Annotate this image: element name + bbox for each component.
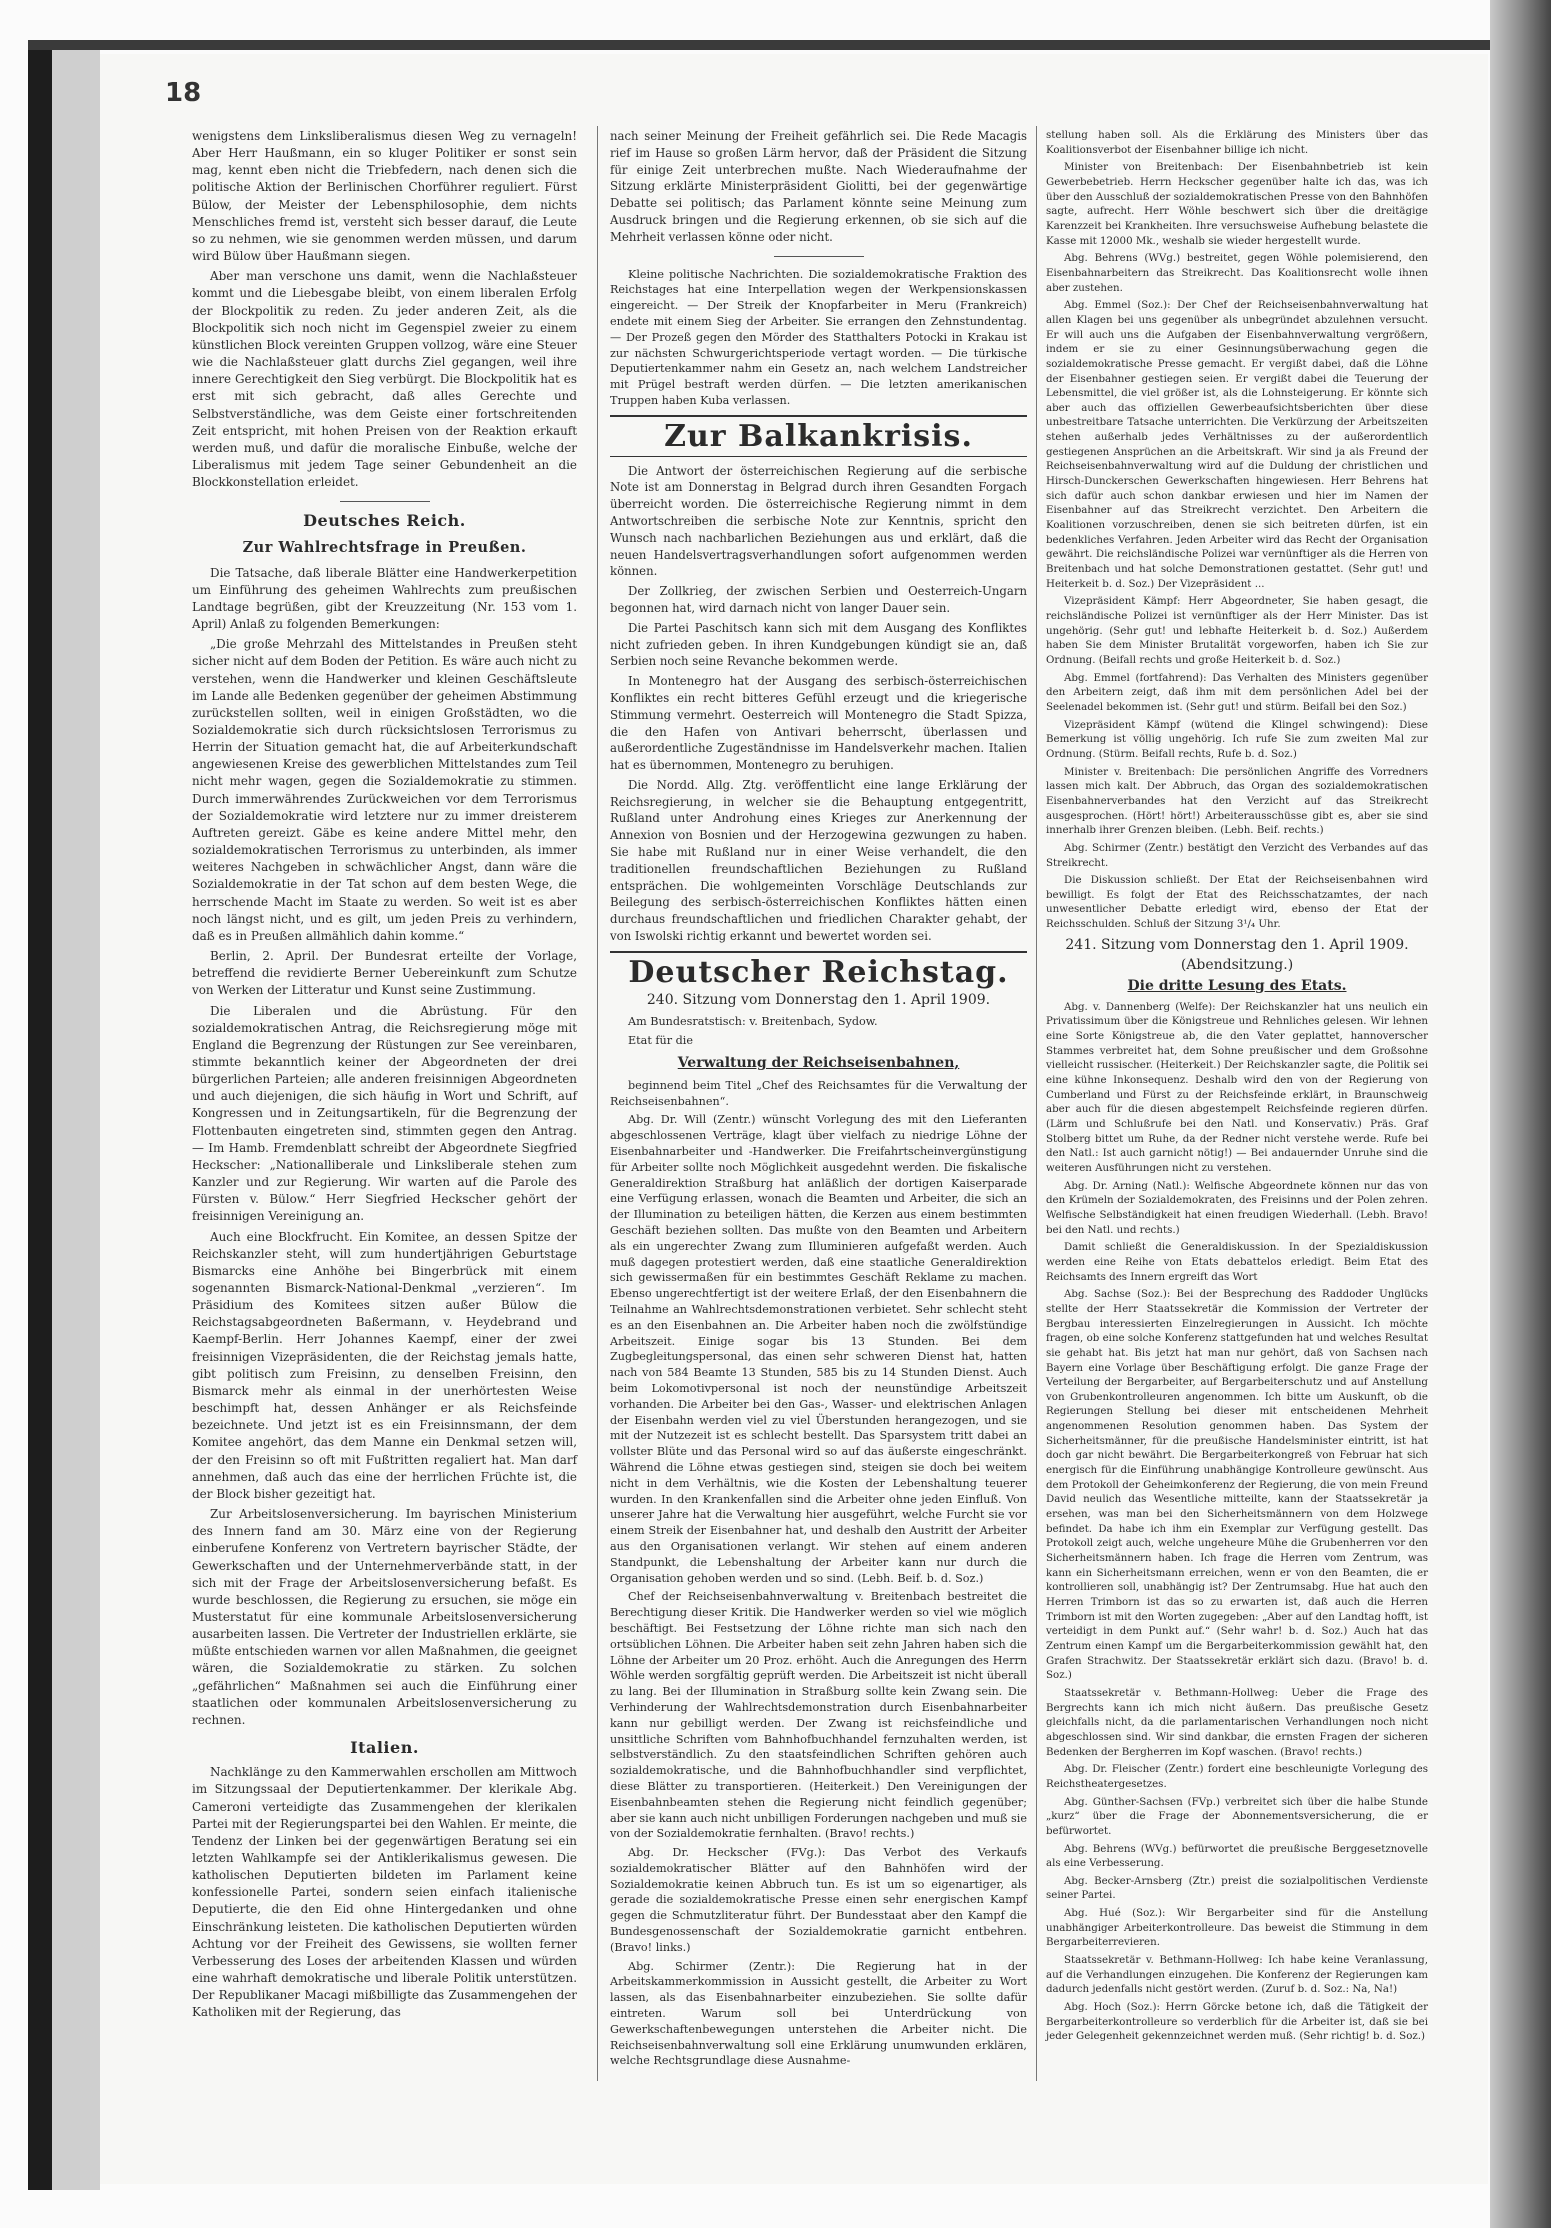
scan-margin-left (52, 40, 100, 2190)
paragraph: Nachklänge zu den Kammerwahlen erschollen am Mittwoch im Sitzungssaal der Deputiertenkammer. Der klerikale Abg. Cameroni verteidigte das Zusammengehen der klerikalen Partei mit der Regierungspartei bei den Wahlen. Er meinte, die Tendenz der Linken bei der gegenwärtigen Beratung sei ein letzten Wahlkampfe sei der Antiklerikalismus gewesen. Die katholischen Deputierten bildeten im Parlament keine konfessionelle Partei, sondern seien einfach italienische Deputierte, die den Eid ohne Hintergedanken und ohne Einschränkung leisteten. Die katholischen Deputierten würden Achtung vor der Freiheit des Gewissens, sie wollten ferner Verbesserung des Loses der arbeitenden Klassen und würden eine wahrhaft demokratische und liberale Politik unterstützen. Der Republikaner Macagi mißbilligte das Zusammengehen der Katholiken mit der Regierung, das (192, 1765, 577, 2020)
section-heading-balkankrisis: Zur Balkankrisis. (664, 418, 973, 454)
divider (340, 501, 430, 502)
session-subline: (Abendsitzung.) (1180, 957, 1294, 974)
paragraph: Die Nordd. Allg. Ztg. veröffentlicht eine lange Erklärung der Reichsregierung, in welcher sie die Behauptung entgegentritt, Rußland unter Androhung eines Krieges zur Anerkennung der Annexion von Bosnien und der Herzogewina gezwungen zu haben. Sie habe mit Rußland nur in einer Weise verhandelt, die den traditionellen freundschaftlichen Beziehungen zu Rußland entsprächen. Die wohlgemeinten Vorschläge Deutschlands zur Beilegung des serbisch-österreichischen Konfliktes hätten einen durchaus freundschaftlichen und friedlichen Charakter gehabt, der von Iswolski richtig erkannt und bewertet worden sei. (610, 777, 1027, 944)
column-rule-1 (597, 126, 598, 2081)
paragraph: Die Liberalen und die Abrüstung. Für den sozialdemokratischen Antrag, die Reichsregierung möge mit England die Begrenzung der Rüstungen zur See vereinbaren, stimmte bekanntlich keiner der Abgeordneten der drei bürgerlichen Parteien; alle anderen freisinnigen Abgeordneten und auch diejenigen, die sich häufig in Wort und Schrift, auf Kongressen und in Zeitungsartikeln, für die Begrenzung der Flottenbauten eingetreten sind, stimmten gegen den Antrag. — Im Hamb. Fremdenblatt schreibt der Abgeordnete Siegfried Heckscher: „Nationalliberale und Linksliberale stehen zum Kanzler und zur Regierung. Wir warten auf die Parole des Fürsten v. Bülow.“ Herr Siegfried Heckscher gehört der freisinnigen Vereinigung an. (192, 1003, 577, 1224)
divider (610, 456, 1027, 457)
paragraph: Abg. Sachse (Soz.): Bei der Besprechung des Raddoder Unglücks stellte der Herr Staatssekretär die Kommission der Vertreter der Bergbau interessierten Einzelregierungen in Aussicht. Ich möchte fragen, ob eine solche Konferenz stattgefunden hat und welches Resultat sie gehabt hat. Bis jetzt hat man nur gehört, daß von Sachsen nach Bayern eine Vorlage über Beschäftigung erfolgt. Die ganze Frage der Verteilung der Bergarbeiter, auf Bergarbeiterschutz und auf Anstellung von Grubenkontrolleuren angenommen. Ich bitte um Auskunft, ob die Regierungen Stellung bei dieser mit entscheidenen Mehrheit angenommenen Resolution genommen haben. Das System der Sicherheitsmänner, für die preußische Handelsminister eintritt, ist hat doch gar nicht bewährt. Die Bergarbeiterkongreß von Februar hat sich energisch für die Einführung unabhängige Kontrolleure gewünscht. Aus dem Protokoll der Geheimkonferenz der Regierung, die von mein Freund David neulich das Wesentliche mitteilte, kann der Staatssekretär ja ersehen, was man bei den Sicherheitsmännern von dem Holzwege befindet. Da habe ich ihm ein Exemplar zur Verfügung gestellt. Das Protokoll zeigt auch, welche ungeheure Mühe die Grubenherren vor den Sicherheitsmännern haben. Ich frage die Herren vom Zentrum, was kann ein Sicherheitsmann erreichen, wenn er von den Beamten, die er kontrollieren soll, unabhängig ist? Der Zentrumsabg. Hue hat auch den Herren Trimborn ist das so zu erwarten ist, daß auch die Herren Trimborn ist mit den Worten zugegeben: „Aber auf den Landtag hofft, ist verteidigt in dem Punkt auf.“ (Sehr wahr! b. d. Soz.) Auch hat das Zentrum einen Kampf um die Bergarbeiterkommission gewählt hat, den Grafen Strachwitz. Der Staatssekretär erklärt sich dazu. (Bravo! b. d. Soz.) (1046, 1288, 1428, 1682)
paragraph: Abg. Hoch (Soz.): Herrn Görcke betone ich, daß die Tätigkeit der Bergarbeiterkontrolleure so verderblich für die Arbeiter ist, daß sie bei jeder Gelegenheit gekennzeichnet werden muß. (Sehr richtig! b. d. Soz.) (1046, 2001, 1428, 2043)
paragraph: Abg. Behrens (WVg.) bestreitet, gegen Wöhle polemisierend, den Eisenbahnarbeitern das Streikrecht. Das Koalitionsrecht wolle ihnen aber zustehen. (1046, 252, 1428, 294)
subheading-verwaltung: Verwaltung der Reichseisenbahnen, (677, 1055, 960, 1072)
paragraph: Abg. Günther-Sachsen (FVp.) verbreitet sich über die halbe Stunde „kurz“ über die Frage der Abonnementsversicherung, die er befürwortet. (1046, 1795, 1428, 1837)
paragraph: Abg. Emmel (fortfahrend): Das Verhalten des Ministers gegenüber den Arbeitern zeigt, daß ihm mit dem persönlichen Adel bei der Seelenadel bekommen ist. (Sehr gut! und stürm. Beifall bei den Soz.) (1046, 671, 1428, 713)
paragraph: Auch eine Blockfrucht. Ein Komitee, an dessen Spitze der Reichskanzler steht, will zum hundertjährigen Geburtstage Bismarcks eine Anhöhe bei Bingerbrück mit einem sogenannten Bismarck-National-Denkmal „verzieren“. Im Präsidium des Komitees sitzen außer Bülow die Reichstagsabgeordneten Baßermann, v. Heydebrand und Kaempf-Berlin. Herr Johannes Kaempf, einer der zwei freisinnigen Vizepräsidenten, die der Reichstag jemals hatte, gibt politisch zum Freisinn, zu denselben Freisinn, den Bismarck mehr als einmal in der unerhörtesten Weise beschimpft hat, dessen Anhänger er als Reichsfeinde bezeichnete. Und jetzt ist es ein Freisinnsmann, der dem Komitee angehört, das dem Manne ein Denkmal setzen will, der den Freisinn so oft mit Fußtritten regaliert hat. Man darf annehmen, daß auch das eine der herrlichen Früchte ist, die der Block bisher gezeitigt hat. (192, 1229, 577, 1501)
subheading-dritte-lesung: Die dritte Lesung des Etats. (1127, 978, 1347, 995)
paragraph: Der Zollkrieg, der zwischen Serbien und Oesterreich-Ungarn begonnen hat, wird darnach nicht von langer Dauer sein. (610, 584, 1027, 615)
scan-edge-right (1490, 0, 1551, 2228)
paragraph: Die Antwort der österreichischen Regierung auf die serbische Note ist am Donnerstag in Belgrad durch ihren Gesandten Forgach überreicht worden. Die österreichische Regierung nimmt in dem Antwortschreiben die serbische Note zur Kenntnis, spricht den Wunsch nach nachbarlichen Beziehungen aus und erklärt, daß die neuen Handelsvertragsverhandlungen sofort aufgenommen werden können. (610, 463, 1027, 579)
paragraph: Etat für die (628, 1034, 693, 1048)
paragraph: stellung haben soll. Als die Erklärung des Ministers über das Koalitionsverbot der Eisenbahner billige ich nicht. (1046, 129, 1428, 156)
paragraph: Abg. Schirmer (Zentr.) bestätigt den Verzicht des Verbandes auf das Streikrecht. (1046, 841, 1428, 869)
paragraph: Kleine politische Nachrichten. Die sozialdemokratische Fraktion des Reichstages hat eine Interpellation wegen der Werkpensionskassen eingereicht. — Der Streik der Knopfarbeiter in Meru (Frankreich) endete mit einem Sieg der Arbeiter. Sie errangen den Zehnstundentag. — Der Prozeß gegen den Mörder des Statthalters Potocki in Krakau ist zur nächsten Schwurgerichtsperiode vertagt worden. — Die türkische Deputiertenkammer nahm ein Gesetz an, nach welchem Landstreicher mit Prügel bestraft werden dürfen. — Die letzten amerikanischen Truppen haben Kuba verlassen. (610, 267, 1027, 407)
paragraph: Minister v. Breitenbach: Die persönlichen Angriffe des Vorredners lassen mich kalt. Der Abbruch, das Organ des sozialdemokratischen Eisenbahnerverbandes hat den Verzicht auf das Streikrecht ausgesprochen. (Hört! hört!) Arbeiterausschüsse gibt es, aber sie sind innerhalb ihrer Grenzen bleiben. (Lebh. Beif. rechts.) (1046, 765, 1428, 837)
section-heading-reichstag: Deutscher Reichstag. (628, 954, 1009, 990)
section-heading-italien: Italien. (350, 1738, 419, 1758)
paragraph: Abg. Becker-Arnsberg (Ztr.) preist die sozialpolitischen Verdienste seiner Partei. (1046, 1874, 1428, 1902)
paragraph: Chef der Reichseisenbahnverwaltung v. Breitenbach bestreitet die Berechtigung dieser Kritik. Die Handwerker werden so viel wie möglich beschäftigt. Bei Festsetzung der Löhne richte man sich nach den ortsüblichen Löhnen. Die Arbeiter haben seit zehn Jahren haben sich die Löhne der Arbeiter um 20 Proz. erhöht. Auch die Anregungen des Herrn Wöhle werden sorgfältig geprüft werden. Die Arbeitszeit ist nicht überall zu lang. Bei der Illumination in Straßburg sollte kein Zwang sein. Die Verhinderung der Wahlrechtsdemonstration durch Eisenbahnarbeiter kann nur gebilligt werden. Der Zwang ist reichsfeindliche und unsittliche Schriften vom Bahnhofbuchhandel fernzuhalten werden, ist selbstverständlich. Zu den staatsfeindlichen Schriften gehören auch sozialdemokratische, und die Bahnhofbuchhandler sind verpflichtet, diese Blätter zu transportieren. (Heiterkeit.) Den Vereinigungen der Eisenbahnbeamten stehen die Regierung nicht feindlich gegenüber; aber sie kann auch nicht unbilligen Forderungen nachgeben und muß sie von der Sozialdemokratie fernhalten. (Bravo! rechts.) (610, 1590, 1027, 1841)
paragraph: wenigstens dem Linksliberalismus diesen Weg zu vernageln! Aber Herr Haußmann, ein so kluger Politiker er sonst sein mag, kennt eben nicht die Triebfedern, nach denen sich die politische Aktion der Berlinischen Chorführer reguliert. Fürst Bülow, der Meister der Lebensphilosophie, dem nichts Menschliches fremd ist, versteht sich besser darauf, die Leute so zu nehmen, wie sie genommen werden müssen, und darum wird Bülow über Haußmann siegen. (192, 129, 577, 264)
paragraph: Abg. Dr. Heckscher (FVg.): Das Verbot des Verkaufs sozialdemokratischer Blätter auf den Bahnhöfen wird der Sozialdemokratie keinen Abbruch tun. Es ist um so eigenartiger, als gerade die sozialdemokratische Presse einen sehr energischen Kampf gegen die Schmutzliteratur führt. Der Bundesstaat aber den Kampf die Bundesgenossenschaft der Sozialdemokratie garnicht entbehren. (Bravo! links.) (610, 1846, 1027, 1954)
paragraph: Staatssekretär v. Bethmann-Hollweg: Ueber die Frage des Bergrechts kann ich mich nicht äußern. Das preußische Gesetz gleichfalls nicht, da die parlamentarischen Verhandlungen noch nicht abgeschlossen sind. Wir sind dankbar, die ernsten Fragen der sicheren Bedenken der Bergherren im Kopf waschen. (Bravo! rechts.) (1046, 1686, 1428, 1758)
paragraph: Abg. Hué (Soz.): Wir Bergarbeiter sind für die Anstellung unabhängiger Arbeiterkontrolleure. Das beweist die Stimmung in dem Bergarbeiterrevieren. (1046, 1907, 1428, 1949)
section-heading-deutsches-reich: Deutsches Reich. (303, 511, 466, 531)
scan-edge-left (28, 40, 52, 2190)
column-2 (610, 128, 1027, 2072)
paragraph: Abg. Behrens (WVg.) befürwortet die preußische Berggesetznovelle als eine Verbesserung. (1046, 1842, 1428, 1870)
paragraph: Am Bundesratstisch: v. Breitenbach, Sydow. (628, 1015, 878, 1029)
paragraph: Vizepräsident Kämpf (wütend die Klingel schwingend): Diese Bemerkung ist völlig ungehörig. Ich rufe Sie zum zweiten Mal zur Ordnung. (Stürm. Beifall rechts, Rufe b. d. Soz.) (1046, 718, 1428, 760)
paragraph: Vizepräsident Kämpf: Herr Abgeordneter, Sie haben gesagt, die reichsländische Polizei ist vernünftiger als der Herr Minister. Das ist ungehörig. (Sehr gut! und lebhafte Heiterkeit b. d. Soz.) Außerdem haben Sie dem Minister Brutalität vorgeworfen, haben ich Sie zur Ordnung. (Beifall rechts und große Heiterkeit b. d. Soz.) (1046, 595, 1428, 666)
paragraph: Die Partei Paschitsch kann sich mit dem Ausgang des Konfliktes nicht zufrieden geben. In ihren Kundgebungen kündigt sie an, daß Serbien noch seine Revanche bekommen werde. (610, 620, 1027, 669)
column-1 (192, 128, 577, 2025)
paragraph: Abg. Dr. Fleischer (Zentr.) fordert eine beschleunigte Vorlegung des Reichstheatergesetzes. (1046, 1763, 1428, 1790)
paragraph: Berlin, 2. April. Der Bundesrat erteilte der Vorlage, betreffend die revidierte Berner Uebereinkunft zum Schutze von Werken der Litteratur und Kunst seine Zustimmung. (192, 949, 577, 998)
paragraph: Aber man verschone uns damit, wenn die Nachlaßsteuer kommt und die Liebesgabe bleibt, von einem liberalen Erfolg der Blockpolitik zu reden. Zu jeder anderen Zeit, als die Blockpolitik sich noch nicht im Gegenspiel zweier zu einem künstlichen Block vereinten Gruppen vollzog, wäre eine Steuer wie die Nachlaßsteuer glatt durchs Ziel gegangen, weil ihre innere Gerechtigkeit den Sieg verbürgt. Die Blockpolitik hat es erst mit sich gebracht, daß alles Gerechte und Selbstverständliche, was dem Geiste einer fortschreitenden Zeit entspricht, mit hohen Preisen von der Reaktion erkauft werden muß, und dafür die moralische Einbuße, welche der Liberalismus mit jedem Tage seiner Gebundenheit an die Blockkonstellation erleidet. (192, 269, 577, 490)
paragraph: Minister von Breitenbach: Der Eisenbahnbetrieb ist kein Gewerbebetrieb. Herrn Heckscher gegenüber halte ich das, was ich über den Ausschluß der sozialdemokratischen Presse von den Bahnhöfen sagte, aufrecht. Herr Wöhle beschwert sich über die dreitägige Karenzzeit bei Krankheiten. Ihre versuchsweise Aufhebung belastete die Kasse mit 12000 Mk., weshalb sie wieder hergestellt wurde. (1046, 161, 1428, 247)
paragraph: Abg. Dr. Will (Zentr.) wünscht Vorlegung des mit den Lieferanten abgeschlossenen Verträge, klagt über vielfach zu niedrige Löhne der Eisenbahnarbeiter und -Handwerker. Die Freifahrtscheinvergünstigung für Arbeiter sollte noch Möglichkeit ausgedehnt werden. Die fiskalische Generaldirektion Straßburg hat anläßlich der dortigen Kaiserparade eine Verfügung erlassen, wonach die Beamten und Arbeiter, die sich an der Illumination zu beteiligen hätten, die Kerzen aus einem bestimmten Geschäft beziehen sollten. Das mußte von den Beamten und Arbeitern als ein ungerechter Zwang zum Illuminieren aufgefaßt werden. Auch muß dagegen protestiert werden, daß eine staatliche Generaldirektion sich gewissermaßen für ein bestimmtes Geschäft Reklame zu machen. Ebenso ungerechtfertigt ist der weitere Erlaß, der den Eisenbahnern die Teilnahme an Wahlrechtsdemonstrationen verbietet. Sehr schlecht steht es an den Eisenbahnen an. Die Arbeiter haben noch die zwölfstündige Arbeitszeit. Einige sogar bis 13 Stunden. Bei dem Zugbegleitungspersonal, das einen sehr schweren Dienst hat, hatten nach von 584 Beamte 13 Stunden, 585 bis zu 14 Stunden Dienst. Auch beim Lokomotivpersonal ist noch der neunstündige Arbeitszeit vorhanden. Die Arbeiter bei den Gas-, Wasser- und elektrischen Anlagen der Eisenbahn werden viel zu viel Überstunden herangezogen, und sie mit der Nutzezeit ist es schlecht bestellt. Das Sparsystem tritt dabei an vollster Blüte und das Personal wird so auf das äußerste eingeschränkt. Während die Löhne etwas gestiegen sind, steigen sie doch bei weitem nicht in dem Verhältnis, wie die Kosten der Lebenshaltung teuerer wurden. In den Krankenfallen sind die Arbeiter ohne jeden Einfluß. Von unserer Jahre hat die Verwaltung hier ausgeführt, welche Furcht sie vor einem Streik der Eisenbahner hat, und deshalb den Austritt der Arbeiter aus den Organisationen verlangt. Wir stehen auf einem anderen Standpunkt, die Lebenshaltung der Arbeiter kann nur durch die Organisation gehoben werden und so sind. (Lebh. Beif. b. d. Soz.) (610, 1113, 1027, 1585)
paragraph: Damit schließt die Generaldiskussion. In der Spezialdiskussion werden eine Reihe von Etats debattelos erledigt. Beim Etat des Reichsamts des Innern ergreift das Wort (1046, 1241, 1428, 1283)
column-rule-2 (1036, 126, 1037, 2081)
divider (610, 415, 1027, 417)
paragraph: „Die große Mehrzahl des Mittelstandes in Preußen steht sicher nicht auf dem Boden der Petition. Es wäre auch nicht zu verstehen, wenn die Handwerker und kleinen Geschäftsleute im Lande alle Bedenken gegenüber der geheimen Abstimmung zurückstellen sollten, weil in einigen Großstädten, wo die Sozialdemokratie sich durch rücksichtslosen Terrorismus zu Herrin der Situation gemacht hat, die auf Arbeiterkundschaft angewiesenen Kreise des gewerblichen Mittelstandes zum Teil nicht mehr wagen, gegen die Sozialdemokratie zu stimmen. Durch immerwährendes Zurückweichen vor dem Terrorismus der Sozialdemokratie wird letztere nur zu immer dreisterem Auftreten gereizt. Gäbe es keine andere Mittel mehr, den sozialdemokratischen Terrorismus zu unterbinden, als immer weiteres Nachgeben in schwächlicher Angst, dann wäre die Sozialdemokratie in der Tat schon auf dem besten Wege, die herrschende Macht im Staate zu werden. So weit ist es aber noch längst nicht, und es gilt, um jeden Preis zu verhindern, daß es in Preußen allmählich dahin komme.“ (192, 637, 577, 943)
column-3 (1046, 128, 1428, 2047)
session-line: 240. Sitzung vom Donnerstag den 1. April 1909. (646, 991, 991, 1008)
divider (774, 256, 864, 257)
paragraph: Die Tatsache, daß liberale Blätter eine Handwerkerpetition um Einführung des geheimen Wahlrechts zum preußischen Landtage begrüßen, gibt der Kreuzzeitung (Nr. 153 vom 1. April) Anlaß zu folgenden Bemerkungen: (192, 565, 577, 632)
scan-edge-top (28, 40, 1498, 50)
session-line: 241. Sitzung vom Donnerstag den 1. April 1909. (1065, 936, 1409, 953)
paragraph: Zur Arbeitslosenversicherung. Im bayrischen Ministerium des Innern fand am 30. März eine von der Regierung einberufene Konferenz von Vertretern bayrischer Städte, der Gewerkschaften und der Unternehmerverbände statt, in der sich mit der Frage der Arbeitslosenversicherung befaßt. Es wurde beschlossen, die Regierung zu ersuchen, sie möge ein Musterstatut für eine kommunale Arbeitslosenversicherung ausarbeiten lassen. Die Vertreter der Industriellen erklärte, sie müßte entschieden warnen vor allen Maßnahmen, die geeignet wären, die Sozialdemokratie zu stärken. Zu solchen „gefährlichen“ Maßnahmen sei auch die Einführung einer staatlichen oder kommunalen Arbeitslosenversicherung zu rechnen. (192, 1507, 577, 1727)
paragraph: Die Diskussion schließt. Der Etat der Reichseisenbahnen wird bewilligt. Es folgt der Etat des Reichsschatzamtes, der nach unwesentlicher Debatte erledigt wird, ebenso der Etat der Reichsschulden. Schluß der Sitzung 3¹/₄ Uhr. (1046, 874, 1428, 931)
paragraph: Abg. Emmel (Soz.): Der Chef der Reichseisenbahnverwaltung hat allen Klagen bei uns gegenüber als unbegründet abzulehnen versucht. Er will auch uns die Aufgaben der Eisenbahnverwaltung vergrößern, indem er sie zu einer Gesinnungsüberwachung gegen die sozialdemokratische Presse gemacht. Er vergißt dabei, daß die Löhne der Eisenbahner gestiegen seien. Er vergißt dabei die Teuerung der Lebensmittel, die viel größer ist, als die Lohnsteigerung. Er könnte sich aber auch das offiziellen Gewerbeaufsichtsberichten über diese unbestreitbare Tatsache unterrichten. Die Verkürzung der Arbeitszeiten stehen außerhalb jedes Verhältnisses zu der außerordentlich gestiegenen Ansprüchen an die Arbeitskraft. Wir sind ja als Freund der Reichseisenbahnverwaltung wird auf die Duldung der christlichen und Hirsch-Dunckerschen Gewerkschaften hingewiesen. Herr Behrens hat sich dafür auch schon dankbar erwiesen und hier im Namen der Eisenbahner auf das Streikrecht verzichtet. Den Arbeitern die Koalitionen vorzuschreiben, denen sie sich beitreten dürfen, ist ein bedenkliches Verfahren. Jeden Arbeiter wird das Recht der Organisation gewährt. Die reichsländische Polizei war vernünftiger als die Herren von Breitenbach und hat solche Demonstrationen gestattet. (Sehr gut! und Heiterkeit b. d. Soz.) Der Vizepräsident ... (1046, 299, 1428, 590)
paragraph: nach seiner Meinung der Freiheit gefährlich sei. Die Rede Macagis rief im Hause so großen Lärm hervor, daß der Präsident die Sitzung für einige Zeit unterbrechen mußte. Nach Wiederaufnahme der Sitzung erklärte Ministerpräsident Giolitti, bei der gegenwärtige Debatte sei politisch; das Parlament könnte seine Meinung zum Ausdruck bringen und die Regierung erkennen, ob sie sich auf die Mehrheit verlassen könne oder nicht. (610, 129, 1027, 244)
paragraph: beginnend beim Titel „Chef des Reichsamtes für die Verwaltung der Reichseisenbahnen“. (610, 1078, 1027, 1108)
paragraph: Abg. Schirmer (Zentr.): Die Regierung hat in der Arbeitskammerkommission in Aussicht gestellt, die Arbeiter zu Wort lassen, als das Eisenbahnarbeiter einzubeziehen. Sie sollte dafür eintreten. Warum soll bei Unterdrückung von Gewerkschaftenbewegungen unterstehen die Arbeiter nicht. Die Reichseisenbahnverwaltung soll eine Erklärung unumwunden erklären, welche Rechtsgrundlage diese Ausnahme- (610, 1959, 1027, 2068)
paragraph: Abg. Dr. Arning (Natl.): Welfische Abgeordnete können nur das von den Krümeln der Sozialdemokraten, des Freisinns und der Polen zehren. Welfische Selbständigkeit hat einen freudigen Wiederhall. (Lebh. Bravo! bei den Natl. und rechts.) (1046, 1179, 1428, 1236)
subheading-wahlrecht: Zur Wahlrechtsfrage in Preußen. (242, 539, 527, 557)
divider (610, 951, 1027, 953)
paragraph: Abg. v. Dannenberg (Welfe): Der Reichskanzler hat uns neulich ein Privatissimum über die Königstreue und Rehnliches gelesen. Wir lehnen eine Sorte Königstreue ab, die den Vater geplattet, hannoverscher Stammes verbreitet hat, dem Sohne preußischer und dem Großsohne vielleicht russischer. (Heiterkeit.) Der Reichskanzler sagte, die Politik sei eine kühne Inkonsequenz. Deshalb wird den von der Regierung von Cumberland und Fürst zu der Reichsfeinde erklärt, in Braunschweig aber auch für die diesen abgestempelt Reichsfeinde regieren dürfen. (Lärm und Schlußrufe bei den Natl. und Konservativ.) Präs. Graf Stolberg bittet um Ruhe, da der Redner nicht verstehe werde. Rufe bei den Natl.: Ist auch garnicht nötig!) — Bei andauernder Unruhe sind die weiteren Ausführungen nicht zu verstehen. (1046, 1000, 1428, 1174)
page-number: 18 (165, 78, 202, 108)
paragraph: In Montenegro hat der Ausgang des serbisch-österreichischen Konfliktes ein recht bitteres Gefühl erzeugt und die kriegerische Stimmung vermehrt. Oesterreich will Montenegro die Stadt Spizza, die den Hafen von Antivari beherrscht, überlassen und außerordentliche Zugeständnisse im Handelsverkehr machen. Italien hat es übernommen, Montenegro zu beruhigen. (610, 674, 1027, 773)
paragraph: Staatssekretär v. Bethmann-Hollweg: Ich habe keine Veranlassung, auf die Verhandlungen einzugehen. Die Konferenz der Regierungen kam dadurch jedenfalls nicht gestört werden. (Zuruf b. d. Soz.: Na, Na!) (1046, 1954, 1428, 1996)
